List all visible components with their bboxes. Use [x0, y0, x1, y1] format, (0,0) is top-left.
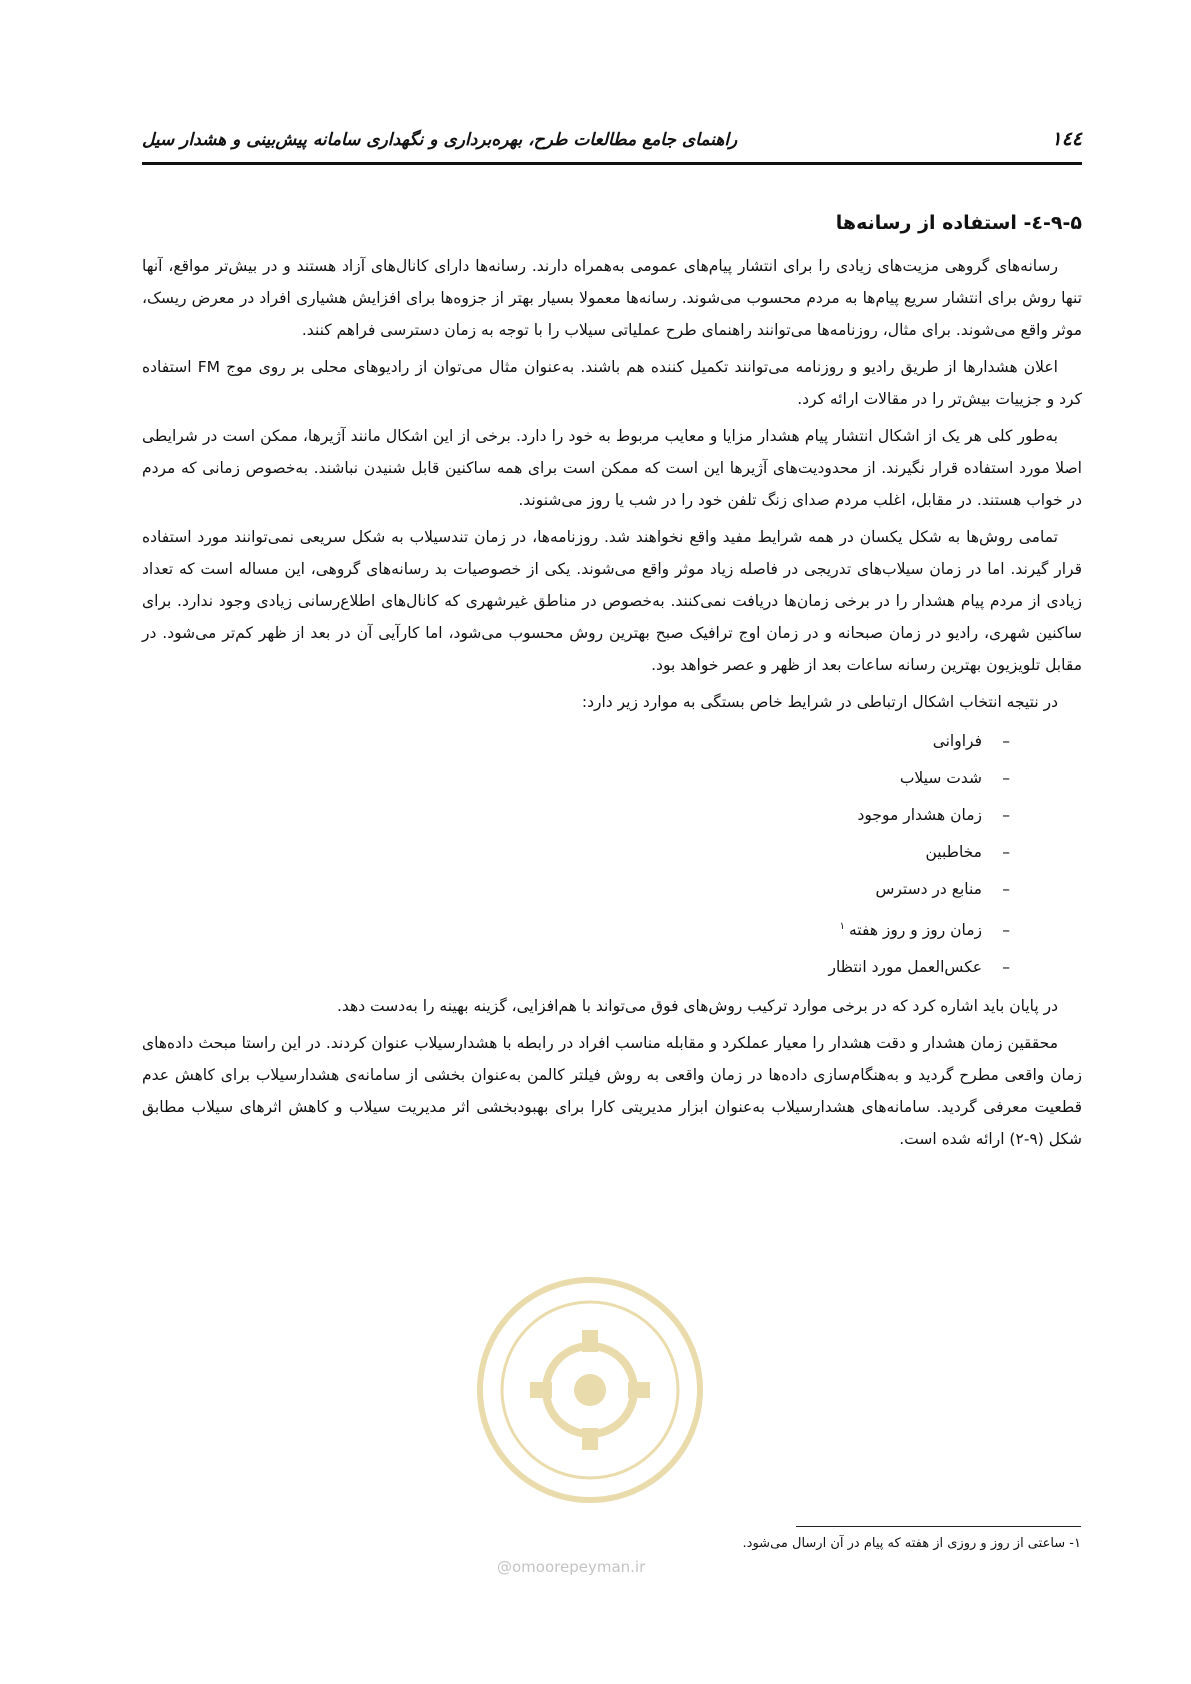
footnote-reference[interactable]: ۱ [839, 921, 845, 932]
paragraph-list-intro: در نتیجه انتخاب اشکال ارتباطی در شرایط خاص بستگی به موارد زیر دارد: [581, 693, 1058, 711]
header-title: راهنمای جامع مطالعات طرح، بهره‌برداری و نگهداری سامانه پیش‌بینی و هشدار سیل [142, 130, 738, 150]
running-header [142, 126, 1082, 165]
bullet-dash: – [1002, 958, 1010, 977]
main-content [142, 212, 1082, 1160]
bullet-dash: – [1002, 732, 1010, 750]
bullet-dash: – [1002, 769, 1010, 787]
paragraph-media-advantages: رسانه‌های گروهی مزیت‌های زیادی را برای انتشار پیام‌های عمومی به‌همراه دارند. رسانه‌ها دارای کانال‌های آزاد هستند و در بیش‌تر مواقع، آنها تنها روش برای انتشار سریع پیام‌ها به مردم محسوب می‌شوند. رسانه‌ها معمولا بسیار بهتر از جزوه‌ها برای افزایش هشیاری افراد در معرض ریسک، موثر واقع می‌شوند. برای مثال، روزنامه‌ها می‌توانند راهنمای طرح عملیاتی سیلاب را با توجه به زمان دسترسی فراهم کنند. [142, 257, 1082, 339]
list-item: –فراوانی [142, 723, 1010, 760]
list-item: –منابع در دسترس [142, 871, 1010, 908]
bullet-dash: – [1002, 921, 1010, 940]
paragraph-methods-comparison: تمامی روش‌ها به شکل یکسان در همه شرایط مفید واقع نخواهند شد. روزنامه‌ها، در زمان تندسیلاب به شکل سریعی نمی‌توانند مورد استفاده قرار گیرند. اما در زمان سیلاب‌های تدریجی در فاصله زیاد موثر واقع می‌شوند. یکی از خصوصیات بد رسانه‌های گروهی، این مساله است که تعداد زیادی از مردم پیام هشدار را در برخی زمان‌ها دریافت نمی‌کنند. به‌خصوص در مناطق غیرشهری که کانال‌های اطلاع‌رسانی زیادی وجود ندارد. برای ساکنین شهری، رادیو در زمان صبحانه و در زمان اوج ترافیک صبح بهترین روش محسوب می‌شود، اما کارآیی آن در بعد از ظهر کم‌تر می‌شود. در مقابل تلویزیون بهترین رسانه ساعات بعد از ظهر و عصر خواهد بود. [142, 528, 1082, 674]
list-item: –مخاطبین [142, 834, 1010, 871]
list-item: –زمان هشدار موجود [142, 797, 1010, 834]
page-number: ۱٤٤ [1051, 128, 1082, 150]
bullet-dash: – [1002, 880, 1010, 898]
list-item: –زمان روز و روز هفته$^۱$ [142, 908, 1010, 949]
list-item: –عکس‌العمل مورد انتظار [142, 949, 1010, 986]
paragraph-conclusion: در پایان باید اشاره کرد که در برخی موارد ترکیب روش‌های فوق می‌تواند با هم‌افزایی، گزینه بهینه را به‌دست دهد. [336, 997, 1058, 1016]
paragraph-researchers: محققین زمان هشدار و دقت هشدار را معیار عملکرد و مقابله مناسب افراد در رابطه با هشدارسیلاب عنوان کردند. در این راستا مبحث داده‌های زمان واقعی مطرح گردید و به‌هنگام‌سازی داده‌ها در زمان واقعی به روش فیلتر کالمن به‌عنوان بخشی از سامانه‌ی هشدارسیلاب برای کاهش عدم قطعیت معرفی گردید. سامانه‌های هشدارسیلاب به‌عنوان ابزار مدیریتی کارا برای بهبودبخشی اثر مدیریت سیلاب و کاهش اثرهای سیلاب مطابق شکل (۹-۲) ارائه شده است. [142, 1034, 1082, 1149]
section-heading: ۹-۵-٤- استفاده از رسانه‌ها [835, 212, 1082, 234]
factor-list [142, 723, 1082, 986]
seal-watermark-icon [470, 1270, 710, 1510]
footnote-text: ۱- ساعتی از روز و روزی از هفته که پیام در آن ارسال می‌شود. [742, 1536, 1081, 1551]
watermark-url: @omoorepeyman.ir [497, 1558, 646, 1576]
paragraph-radio-newspaper: اعلان هشدارها از طریق رادیو و روزنامه می‌توانند تکمیل کننده هم باشند. به‌عنوان مثال می‌توان از رادیوهای محلی بر روی موج FM استفاده کرد و جزییات بیش‌تر را در مقالات ارائه کرد. [142, 358, 1082, 408]
footnote-divider [796, 1526, 1081, 1527]
paragraph-sirens: به‌طور کلی هر یک از اشکال انتشار پیام هشدار مزایا و معایب مربوط به خود را دارد. برخی از این اشکال مانند آژیرها، ممکن است در شرایطی اصلا مورد استفاده قرار نگیرند. از محدودیت‌های آژیرها این است که ممکن است برای همه ساکنین قابل شنیدن نباشند. به‌خصوص زمانی که مردم در خواب هستند. در مقابل، اغلب مردم صدای زنگ تلفن خود را در شب یا روز می‌شنوند. [142, 427, 1082, 509]
bullet-dash: – [1002, 843, 1010, 861]
bullet-dash: – [1002, 806, 1010, 824]
list-item: –شدت سیلاب [142, 760, 1010, 797]
